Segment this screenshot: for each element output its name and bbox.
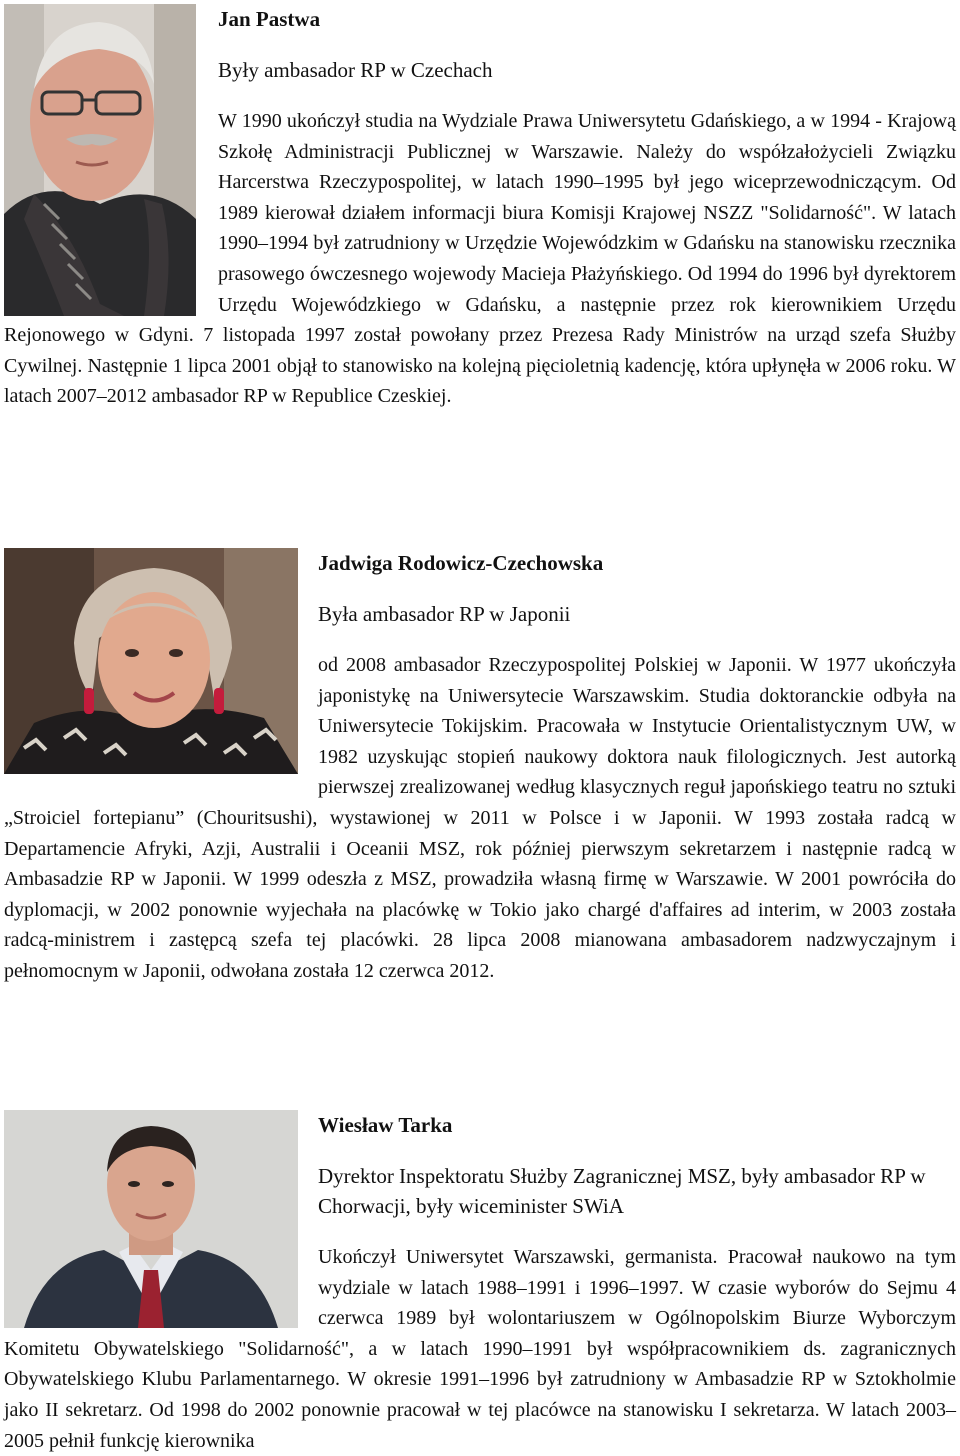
profile-entry-wieslaw-tarka: [4, 1110, 956, 1456]
portrait-photo-jan-pastwa: [4, 4, 196, 316]
person-biography: W 1990 ukończył studia na Wydziale Prawa Uniwersytetu Gdańskiego, a w 1994 - Krajową Szkołę Administracji Publicznej w Warszawie. Należy do współzałożycieli Związku Harcerstwa Rzeczypospolitej, w latach 1990–1995 był jego wiceprzewodniczącym. Od 1989 kierował działem informacji biura Komisji Krajowej NSZZ "Solidarność". W latach 1990–1994 był zatrudniony w Urzędzie Wojewódzkim w Gdańsku na stanowisku rzecznika prasowego ówczesnego wojewody Macieja Płażyńskiego. Od 1994 do 1996 był dyrektorem Urzędu Wojewódzkiego w Gdańsku, a następnie przez rok kierownikiem Urzędu Rejonowego w Gdyni. 7 listopada 1997 został powołany przez Prezesa Rady Ministrów na urząd szefa Służby Cywilnej. Następnie 1 lipca 2001 objął to stanowisko na kolejną pięcioletnią kadencję, która upłynęła w 2006 roku. W latach 2007–2012 ambasador RP w Republice Czeskiej.: [4, 110, 956, 408]
person-role: Była ambasador RP w Japonii: [318, 602, 571, 626]
person-name: Jan Pastwa: [218, 7, 321, 31]
person-biography: Ukończył Uniwersytet Warszawski, germanista. Pracował naukowo na tym wydziale w latach 1988–1991 i 1996–1997. W czasie wyborów do Sejmu 4 czerwca 1989 był wolontariuszem w Ogólnopolskim Biurze Wyborczym Komitetu Obywatelskiego "Solidarność", a w latach 1990–1991 był współpracownikiem ds. zagranicznych Obywatelskiego Klubu Parlamentarnego. W okresie 1991–1996 był zatrudniony w Ambasadzie RP w Sztokholmie jako II sekretarz. Od 1998 do 2002 ponownie pracował w tej placówce na stanowisku I sekretarza. W latach 2003–2005 pełnił funkcję kierownika: [4, 1246, 956, 1452]
portrait-photo-jadwiga-rodowicz-czechowska: [4, 548, 298, 774]
profile-entry-jan-pastwa: [4, 4, 956, 412]
person-role: Były ambasador RP w Czechach: [218, 58, 493, 82]
profile-entry-jadwiga-rodowicz-czechowska: [4, 548, 956, 987]
portrait-photo-wieslaw-tarka: [4, 1110, 298, 1328]
person-role: Dyrektor Inspektoratu Służby Zagranicznej MSZ, były ambasador RP w Chorwacji, były wiceminister SWiA: [318, 1164, 926, 1218]
person-name: Wiesław Tarka: [318, 1113, 453, 1137]
person-biography: od 2008 ambasador Rzeczypospolitej Polskiej w Japonii. W 1977 ukończyła japonistykę na Uniwersytecie Warszawskim. Studia doktoranckie odbyła na Uniwersytecie Tokijskim. Pracowała w Instytucie Orientalistycznym UW, w 1982 uzyskując stopień naukowy doktora nauk filologicznych. Jest autorką pierwszej zrealizowanej według klasycznych reguł japońskiego teatru no sztuki „Stroiciel fortepianu” (Chouritsushi), wystawionej w 2011 w Polsce i w Japonii. W 1993 została radcą w Departamencie Afryki, Azji, Australii i Oceanii MSZ, rok później pierwszym sekretarzem i następnie radcą w Ambasadzie RP w Japonii. W 1999 odeszła z MSZ, prowadziła własną firmę w Warszawie. W 2001 powróciła do dyplomacji, w 2002 ponownie wyjechała na placówkę w Tokio jako chargé d'affaires ad interim, w 2003 została radcą-ministrem i zastępcą szefa tej placówki. 28 lipca 2008 mianowana ambasadorem nadzwyczajnym i pełnomocnym w Japonii, odwołana została 12 czerwca 2012.: [4, 654, 956, 982]
person-name: Jadwiga Rodowicz-Czechowska: [318, 551, 604, 575]
